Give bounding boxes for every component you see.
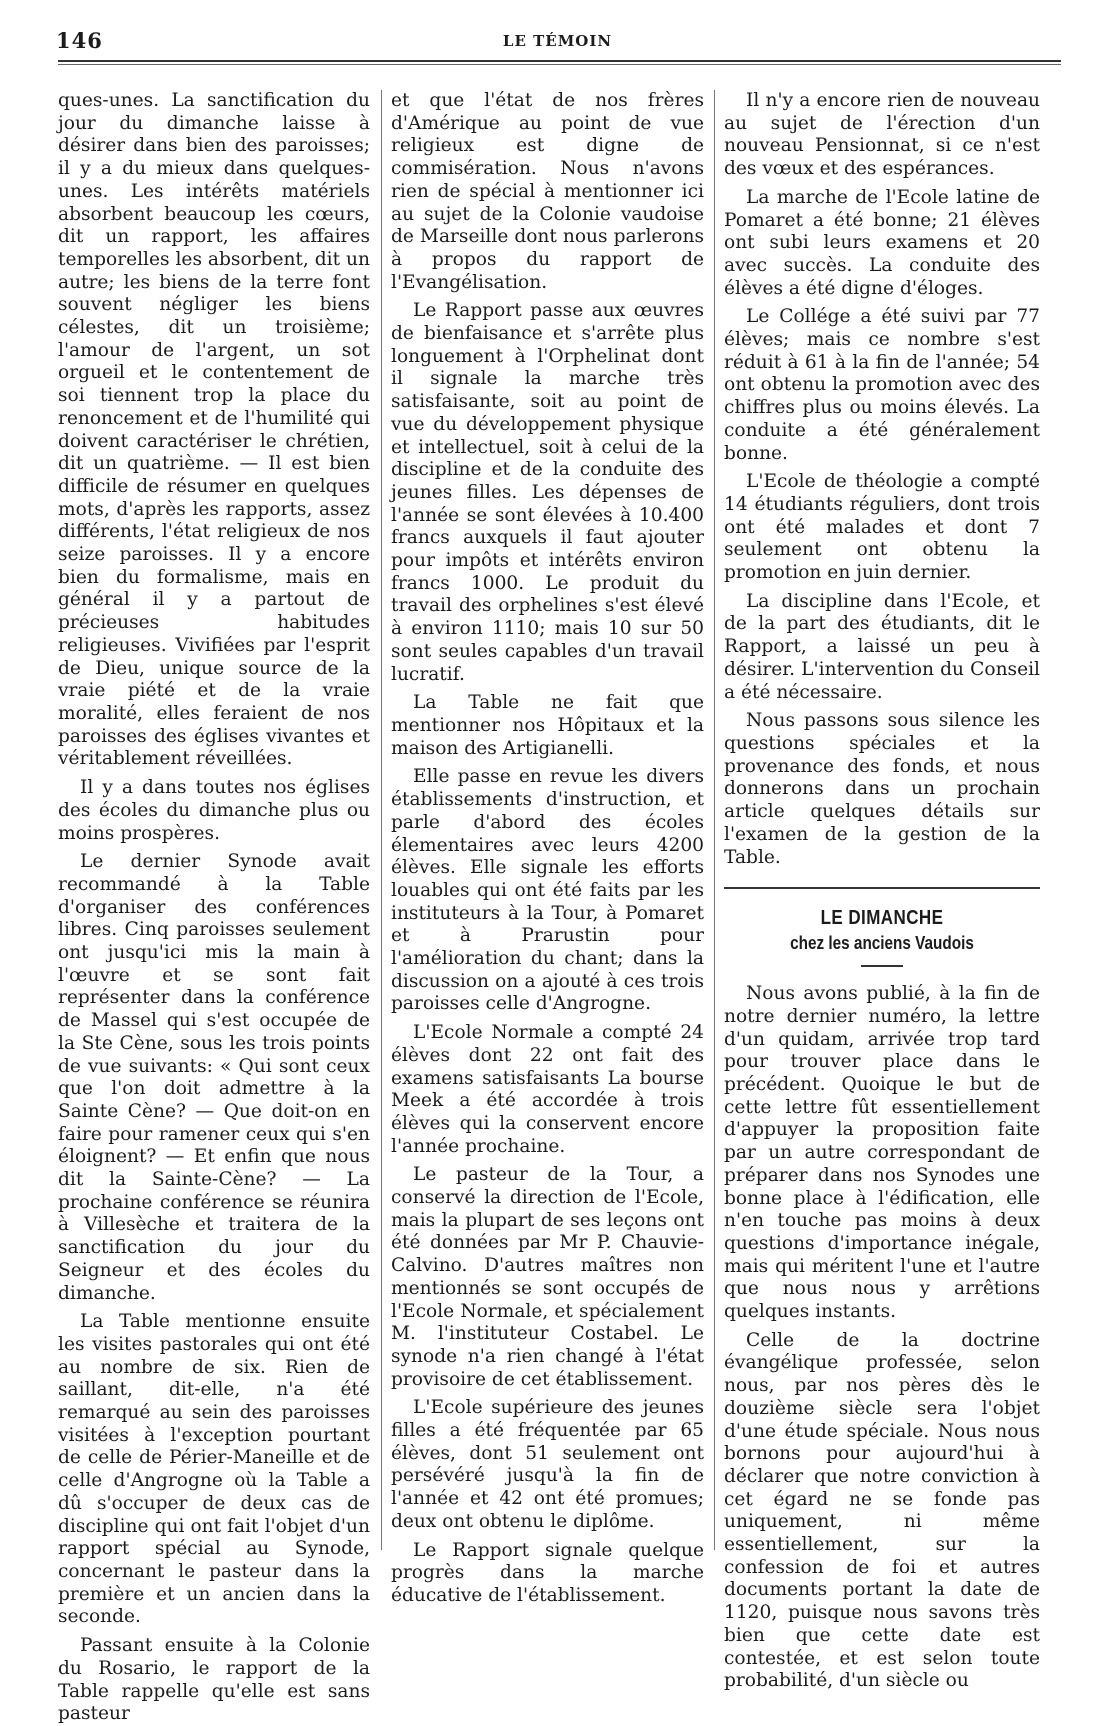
text-column-3 [724,90,1040,1692]
paragraph: Nous avons publié, à la fin de notre dernier numéro, la lettre d'un quidam, arrivée trop tard pour trouver place dans le précédent. Quoique le but de cette lettre fût essentiellement d'appuyer la proposition faite par un autre correspondant de préparer dans nos Synodes une bonne place à l'édification, elle n'en touche pas moins à deux questions d'importance inégale, mais qui méritent l'une et l'autre que nous nous y arrêtions quelques instants. [724,983,1040,1323]
column-divider [714,90,715,1550]
journal-title: LE TÉMOIN [502,32,613,50]
paragraph: Il y a dans toutes nos églises des écoles du dimanche plus ou moins prospères. [58,777,370,844]
text-column-2 [391,90,704,1606]
header-rule [58,60,1061,62]
paragraph: Passant ensuite à la Colonie du Rosario, le rapport de la Table rappelle qu'elle est sans pasteur [58,1635,370,1725]
paragraph: L'Ecole de théologie a compté 14 étudiants réguliers, dont trois ont été malades et dont 7 seulement ont obtenu la promotion en juin dernier. [724,471,1040,584]
paragraph: Elle passe en revue les divers établissements d'instruction, et parle d'abord des écoles élementaires avec leurs 4200 élèves. Elle signale les efforts louables qui ont été faits par les instituteurs à la Tour, à Pomaret et à Prarustin pour l'amélioration du chant; dans la discussion on a ajouté à ces trois paroisses celle d'Angrogne. [391,766,704,1015]
page-header [56,28,1059,62]
paragraph: Il n'y a encore rien de nouveau au sujet de l'érection d'un nouveau Pensionnat, si ce n'est des vœux et des espérances. [724,90,1040,180]
paragraph: Le Collége a été suivi par 77 élèves; mais ce nombre s'est réduit à 61 à la fin de l'année; 54 ont obtenu la promotion avec des chiffres plus ou moins élevés. La conduite a été généralement bonne. [724,306,1040,464]
column-divider [381,90,382,1550]
article-separator [724,887,1040,889]
paragraph: L'Ecole supérieure des jeunes filles a été fréquentée par 65 élèves, dont 51 seulement ont persévéré jusqu'à la fin de l'année et 42 ont été promues; deux ont obtenu le diplôme. [391,1397,704,1532]
paragraph: ques-unes. La sanctification du jour du dimanche laisse à désirer dans bien des paroisses; il y a du mieux dans quelques-unes. Les intérêts matériels absorbent beaucoup les cœurs, dit un rapport, les affaires temporelles les absorbent, dit un autre; les biens de la terre font souvent négliger les biens célestes, dit un troisième; l'amour de l'argent, un sot orgueil et le contentement de soi tiennent trop la place du renoncement et de l'humilité qui doivent caractériser le chrétien, dit un quatrième. — Il est bien difficile de résumer en quelques mots, d'après les rapports, assez différents, l'état religieux de nos seize paroisses. Il y a encore bien du formalisme, mais en général il y a partout de précieuses habitudes religieuses. Vivifiées par l'esprit de Dieu, unique source de la vraie piété et de la vraie moralité, elles feraient de nos paroisses des églises vivantes et véritablement réveillées. [58,90,370,770]
paragraph: Le dernier Synode avait recommandé à la Table d'organiser des conférences libres. Cinq paroisses seulement ont jusqu'ici mis la main à l'œuvre et se sont fait représenter dans la conférence de Massel qui s'est occupée de la Ste Cène, sous les trois points de vue suivants: « Qui sont ceux que l'on doit admettre à la Sainte Cène? — Que doit-on en faire pour ramener ceux qui s'en éloignent? — Et enfin que nous dit la Sainte-Cène? — La prochaine conférence se réunira à Villesèche et traitera de la sanctification du jour du Seigneur et des écoles du dimanche. [58,851,370,1304]
paragraph: Le Rapport signale quelque progrès dans la marche éducative de l'établissement. [391,1539,704,1606]
paragraph: Celle de la doctrine évangélique professée, selon nous, par nos pères dès le douzième siècle sera l'objet d'une étude spéciale. Nous nous bornons pour aujourd'hui à déclarer que notre conviction à cet égard ne se fonde pas uniquement, ni même essentiellement, sur la confession de foi et autres documents portant la date de 1120, puisque nous savons très bien que cette date est contestée, et est selon toute probabilité, d'un siècle ou [724,1329,1040,1692]
header-rule-thin [58,64,1061,65]
paragraph: Le Rapport passe aux œuvres de bienfaisance et s'arrête plus longuement à l'Orphelinat dont il signale la marche très satisfaisante, soit au point de vue du développement physique et intellectuel, soit à celui de la discipline et de la conduite des jeunes filles. Les dépenses de l'année se sont élevées à 10.400 francs auxquels il faut ajouter pour impôts et intérêts environ francs 1000. Le produit du travail des orphelines s'est élevé à environ 1110; mais 10 sur 50 sont seules capables d'un travail lucratif. [391,300,704,685]
text-column-1 [58,90,370,1725]
article-subtitle: chez les anciens Vaudois [790,933,974,954]
paragraph: La Table ne fait que mentionner nos Hôpitaux et la maison des Artigianelli. [391,692,704,759]
title-dash [861,965,903,967]
article-title: LE DIMANCHE [820,907,944,930]
paragraph: La Table mentionne ensuite les visites pastorales qui ont été au nombre de six. Rien de saillant, dit-elle, n'a été remarqué au sein des paroisses visitées à l'exception pourtant de celle de Périer-Maneille et de celle d'Angrogne où la Table a dû s'occuper de deux cas de discipline qui ont fait l'objet d'un rapport spécial au Synode, concernant le pasteur dans la première et un ancien dans la seconde. [58,1311,370,1628]
paragraph: Nous passons sous silence les questions spéciales et la provenance des fonds, et nous donnerons dans un prochain article quelques détails sur l'examen de la gestion de la Table. [724,710,1040,868]
paragraph: et que l'état de nos frères d'Amérique au point de vue religieux est digne de commisération. Nous n'avons rien de spécial à mentionner ici au sujet de la Colonie vaudoise de Marseille dont nous parlerons à propos du rapport de l'Evangélisation. [391,90,704,293]
paragraph: La marche de l'Ecole latine de Pomaret a été bonne; 21 élèves ont subi leurs examens et 20 avec succès. La conduite des élèves a été digne d'éloges. [724,186,1040,299]
page-number: 146 [56,28,103,53]
paragraph: Le pasteur de la Tour, a conservé la direction de l'Ecole, mais la plupart de ses leçons ont été données par Mr P. Chauvie-Calvino. D'autres maîtres non mentionnés se sont occupés de l'Ecole Normale, et spécialement M. l'instituteur Costabel. Le synode n'a rien changé à l'état provisoire de cet établissement. [391,1164,704,1390]
paragraph: L'Ecole Normale a compté 24 élèves dont 22 ont fait des examens satisfaisants La bourse Meek a été accordée à trois élèves qui la conservent encore l'année prochaine. [391,1022,704,1157]
paragraph: La discipline dans l'Ecole, et de la part des étudiants, dit le Rapport, a laissé un peu à désirer. L'intervention du Conseil a été nécessaire. [724,590,1040,703]
